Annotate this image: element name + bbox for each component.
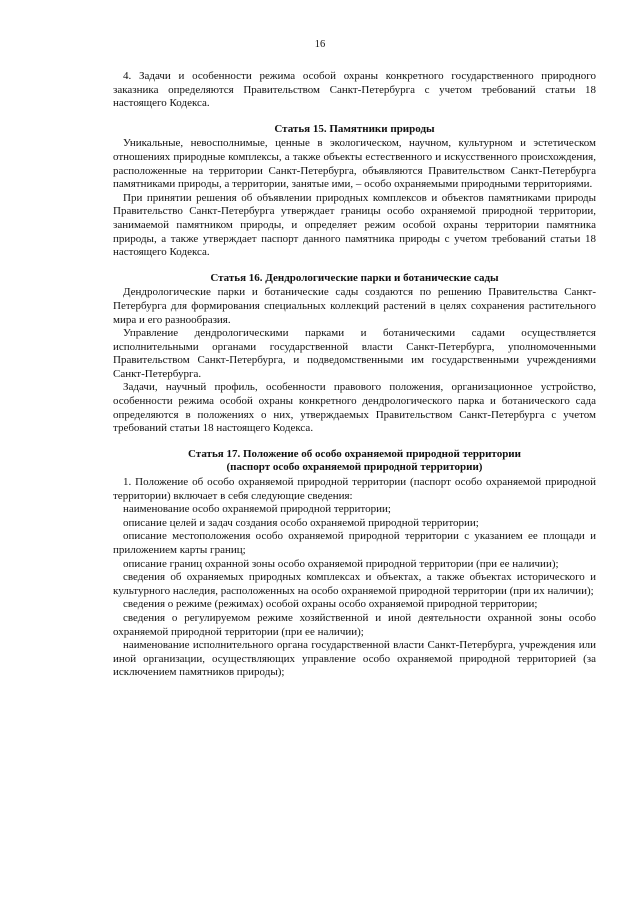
article-paragraph: При принятии решения об объявлении природных комплексов и объектов памятниками природы Правительство Санкт-Петербурга утверждает границы особо охраняемой природной территории, занимаемой памятником природы, и определяет режим особой охраны территории памятника природы, а также утверждает паспорт данного памятника природы с учетом требований статьи 18 настоящего Кодекса. — [113, 191, 596, 259]
article-title: Статья 17. Положение об особо охраняемой природной территории — [188, 447, 521, 460]
article-16 — [113, 272, 596, 436]
list-item: сведения о режиме (режимах) особой охраны особо охраняемой природной территории; — [123, 598, 538, 611]
document-body — [113, 70, 596, 680]
article-17 — [113, 448, 596, 680]
article-paragraph: Уникальные, невосполнимые, ценные в экологическом, научном, культурном и эстетическом отношениях природные комплексы, а также объекты естественного и искусственного происхождения, расположенные на территории Санкт-Петербурга, объявляются Правительством Санкт-Петербурга памятниками природы, а территории, занятые ими, – особо охраняемыми природными территориями. — [113, 137, 596, 191]
article-title: Статья 16. Дендрологические парки и ботанические сады — [210, 271, 499, 284]
list-item: сведения об охраняемых природных комплексах и объектах, а также объектах исторического и культурного наследия, расположенных на особо охраняемой природной территории (при их наличии); — [113, 571, 596, 597]
intro-paragraph: 4. Задачи и особенности режима особой охраны конкретного государственного природного заказника определяются Правительством Санкт-Петербурга с учетом требований статьи 18 настоящего Кодекса. — [113, 70, 596, 110]
list-item: описание целей и задач создания особо охраняемой природной территории; — [123, 516, 479, 529]
article-paragraph: Задачи, научный профиль, особенности правового положения, организационное устройство, особенности режима особой охраны конкретного дендрологического парка и ботанического сада определяются в положениях о них, утверждаемых Правительством Санкт-Петербурга с учетом требований статьи 18 настоящего Кодекса. — [113, 381, 596, 435]
list-item: наименование особо охраняемой природной территории; — [123, 503, 391, 516]
list-item: описание границ охранной зоны особо охраняемой природной территории (при ее наличии); — [123, 557, 559, 570]
article-paragraph: 1. Положение об особо охраняемой природной территории (паспорт особо охраняемой природной территории) включает в себя следующие сведения: — [113, 476, 596, 502]
list-item: сведения о регулируемом режиме хозяйственной и иной деятельности охранной зоны особо охраняемой природной территории (при ее наличии); — [113, 611, 596, 638]
article-subtitle: (паспорт особо охраняемой природной территории) — [226, 461, 483, 474]
page-number: 16 — [314, 39, 326, 50]
article-paragraph: Управление дендрологическими парками и ботаническими садами осуществляется исполнительными органами государственной власти Санкт-Петербурга, уполномоченными Правительством Санкт-Петербурга, и подведомственными им государственными учреждениями Санкт-Петербурга. — [113, 327, 596, 380]
article-title: Статья 15. Памятники природы — [274, 122, 435, 135]
article-paragraph: Дендрологические парки и ботанические сады создаются по решению Правительства Санкт-Петербурга для формирования специальных коллекций растений в целях сохранения растительного мира и его разнообразия. — [113, 286, 596, 326]
article-15 — [113, 123, 596, 260]
list-item: наименование исполнительного органа государственной власти Санкт-Петербурга, учреждения или иной организации, осуществляющих управление особо охраняемой природной территорией (за исключением памятников природы); — [113, 639, 596, 679]
list-item: описание местоположения особо охраняемой природной территории с указанием ее площади и приложением карты границ; — [113, 530, 596, 556]
